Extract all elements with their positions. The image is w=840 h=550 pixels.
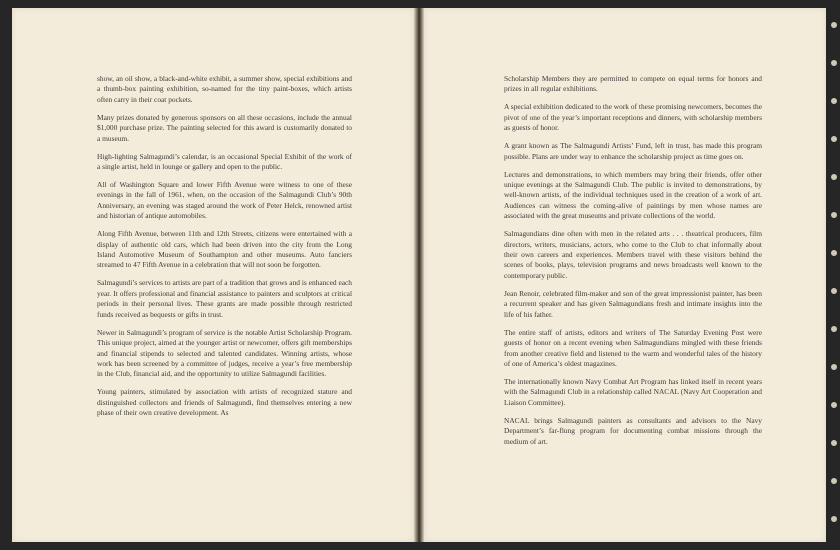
binding-hole	[831, 364, 837, 370]
binding-hole	[831, 212, 837, 218]
binding-hole	[831, 440, 837, 446]
book-gutter	[414, 8, 424, 542]
binding-hole	[831, 326, 837, 332]
left-paragraph-5: Along Fifth Avenue, between 11th and 12th Streets, citizens were entertained with a display of authentic old cars, which had been driven into the city from the Long Island Automotive Museum of Southampton and other museums. Auto fanciers streamed to 47 Fifth Avenue in a celebration that will not soon be forgotten.	[97, 229, 352, 270]
left-paragraph-1: show, an oil show, a black-and-white exhibit, a summer show, special exhibitions and a thumb-box painting exhibition, so-named for the tiny paint-boxes, which artists often carry in their coat pockets.	[97, 74, 352, 104]
left-text-column	[97, 74, 352, 426]
left-paragraph-8: Young painters, stimulated by association with artists of recognized stature and distinguished collectors and friends of Salmagundi, find themselves entering a new phase of their own creative development. As	[97, 387, 352, 418]
binding-hole	[831, 60, 837, 66]
binding-hole	[831, 288, 837, 294]
binding-hole	[831, 22, 837, 28]
left-paragraph-6: Salmagundi’s services to artists are part of a tradition that grows and is enhanced each year. It offers professional and financial assistance to painters and sculptors at critical periods in their personal lives. These grants are made possible through restricted funds received as bequests or gifts in trust.	[97, 278, 352, 319]
binding-hole	[831, 174, 837, 180]
right-paragraph-5: Salmagundians dine often with men in the related arts . . . theatrical producers, film directors, writers, musicians, actors, who come to the Club to chat informally about their own careers and experiences. Members travel with these visitors behind the scenes of books, plays, television programs and news broadcasts well known to the contemporary public.	[504, 229, 762, 280]
right-paragraph-8: The internationally known Navy Combat Art Program has linked itself in recent years with the Salmagundi Club in a relationship called NACAL (Navy Art Cooperation and Liaison Committee).	[504, 376, 762, 407]
right-text-column	[504, 74, 762, 455]
right-paragraph-9: NACAL brings Salmagundi painters as consultants and advisors to the Navy Department’s far-flung program for documenting combat missions through the medium of art.	[504, 415, 762, 446]
right-paragraph-1: Scholarship Members they are permitted to compete on equal terms for honors and prizes in all regular exhibitions.	[504, 74, 762, 94]
binding-hole	[831, 402, 837, 408]
right-paragraph-2: A special exhibition dedicated to the work of these promising newcomers, becomes the pivot of one of the year’s important receptions and dinners, with scholarship members as guests of honor.	[504, 102, 762, 133]
right-paragraph-7: The entire staff of artists, editors and writers of The Saturday Evening Post were guests of honor on a recent evening when Salmagundians mingled with these friends from another creative field and listened to the warm and wonderful tales of the history of one of America’s oldest magazines.	[504, 327, 762, 368]
left-paragraph-7: Newer in Salmagundi’s program of service is the notable Artist Scholarship Program. This unique project, aimed at the younger artist or newcomer, offers gift memberships and financial stipends to selected and talented candidates. Winning artists, whose work has been screened by a committee of judges, receive a year’s free membership in the Club, financial aid, and the opportunity to utilize Salmagundi facilities.	[97, 327, 352, 379]
binding-hole	[831, 516, 837, 522]
binding-hole	[831, 136, 837, 142]
binding-hole	[831, 478, 837, 484]
left-paragraph-4: All of Washington Square and lower Fifth Avenue were witness to one of these evenings in the fall of 1961, when, on the occasion of the Salmagundi Club’s 90th Anniversary, an evening was staged around the work of Peter Helck, renowned artist and historian of antique automobiles.	[97, 180, 352, 221]
right-paragraph-6: Jean Renoir, celebrated film-maker and son of the great impressionist painter, has been a recurrent speaker and has given Salmagundians fresh and intimate insights into the life of his father.	[504, 288, 762, 319]
left-paragraph-3: High-lighting Salmagundi’s calendar, is an occasional Special Exhibit of the work of a single artist, held in lounge or gallery and open to the public.	[97, 151, 352, 172]
binding-holes	[829, 0, 840, 550]
right-page	[424, 8, 826, 542]
left-paragraph-2: Many prizes donated by generous sponsors on all these occasions, include the annual $1,000 purchase prize. The painting selected for this award is customarily donated to a museum.	[97, 112, 352, 143]
binding-hole	[831, 250, 837, 256]
right-paragraph-4: Lectures and demonstrations, to which members may bring their friends, offer other unique evenings at the Salmagundi Club. The public is invited to demonstrations, by well-known artists, of the individual techniques used in the creation of a work of art. Audiences can witness the coming-alive of paintings by men whose names are associated with the great museums and private collections of the world.	[504, 169, 762, 221]
right-paragraph-3: A grant known as The Salmagundi Artists’ Fund, left in trust, has made this program possible. Plans are under way to enhance the scholarship project as time goes on.	[504, 141, 762, 161]
binding-hole	[831, 98, 837, 104]
left-page	[12, 8, 414, 542]
